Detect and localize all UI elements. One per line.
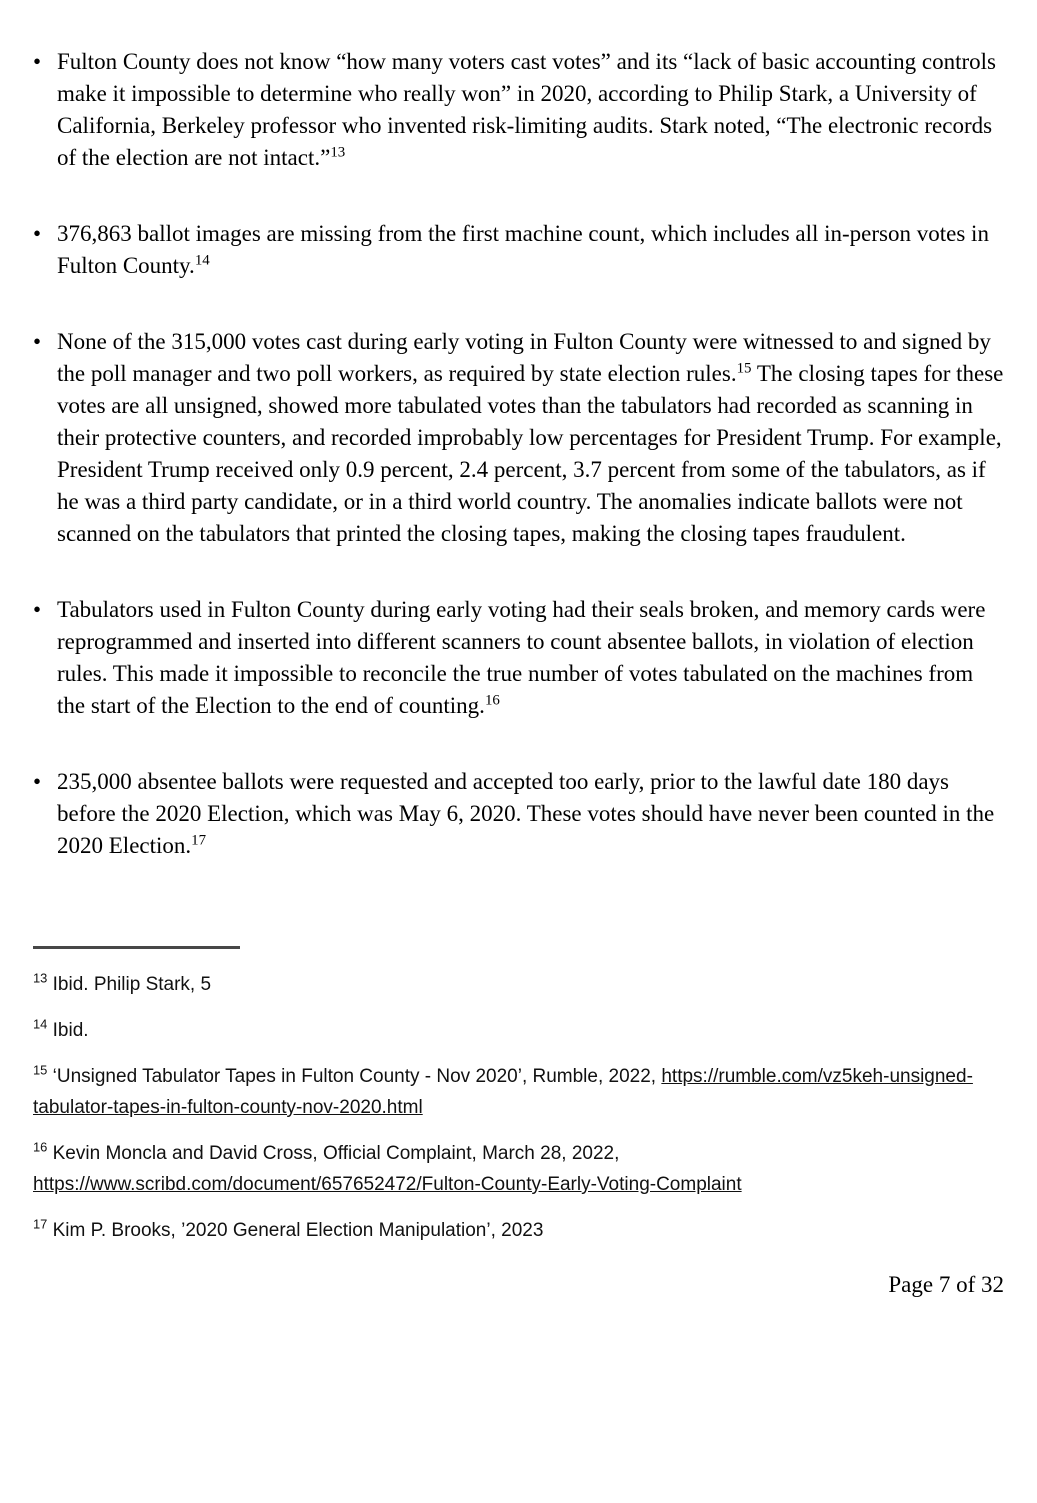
bullet-item [33, 594, 1004, 722]
footnote-ref: 15 [736, 360, 752, 377]
text-run: Tabulators used in Fulton County during early voting had their seals broken, and memory cards were reprogrammed and inserted into different scanners to count absentee ballots, in violation of election rules. This made it impossible to reconcile the true number of votes tabulated on the machines from the start of the Election to the end of counting. [57, 597, 986, 718]
text-run: Fulton County does not know “how many voters cast votes” and its “lack of basic accounting controls make it impossible to determine who really won” in 2020, according to Philip Stark, a University of California, Berkeley professor who invented risk-limiting audits. Stark noted, “The electronic records of the election are not intact.” [57, 49, 996, 170]
text-run: The closing tapes for these votes are all unsigned, showed more tabulated votes than the tabulators had recorded as scanning in their protective counters, and recorded improbably low percentages for President Trump. For example, President Trump received only 0.9 percent, 2.4 percent, 3.7 percent from some of the tabulators, as if he was a third party candidate, or in a third world country. The anomalies indicate ballots were not scanned on the tabulators that printed the closing tapes, making the closing tapes fraudulent. [57, 361, 1004, 546]
page-footer [33, 1270, 1004, 1300]
text-run: 235,000 absentee ballots were requested and accepted too early, prior to the lawful date 180 days before the 2020 Election, which was May 6, 2020. These votes should have never been counted in the 2020 Election. [57, 769, 995, 858]
bullet-icon: • [33, 221, 42, 246]
footnote-item [33, 1061, 1004, 1123]
bullet-list [33, 46, 1004, 862]
footnote-marker: 17 [33, 1216, 48, 1232]
footnote-item [33, 1138, 1004, 1200]
footnote-list [33, 969, 1004, 1246]
footnote-marker: 16 [33, 1139, 48, 1155]
bullet-item [33, 218, 1004, 282]
bullet-icon: • [33, 329, 42, 354]
text-run: Ibid. Philip Stark, 5 [47, 974, 212, 995]
text-run: ‘Unsigned Tabulator Tapes in Fulton County - Nov 2020’, Rumble, 2022, [47, 1066, 662, 1087]
bullet-item [33, 766, 1004, 862]
footnote-ref: 16 [484, 692, 500, 709]
footnote-item [33, 969, 1004, 1000]
footnote-link[interactable]: https://rumble.com/vz5keh-unsigned-tabulator-tapes-in-fulton-county-nov-2020.html [33, 1066, 973, 1118]
text-run: None of the 315,000 votes cast during early voting in Fulton County were witnessed to and signed by the poll manager and two poll workers, as required by state election rules. [57, 329, 991, 386]
footnote-ref: 13 [330, 144, 346, 161]
footnote-item [33, 1015, 1004, 1046]
bullet-icon: • [33, 597, 42, 622]
bullet-icon: • [33, 769, 42, 794]
footnote-ref: 17 [191, 832, 207, 849]
bullet-item [33, 326, 1004, 550]
footnote-link[interactable]: https://www.scribd.com/document/657652472/Fulton-County-Early-Voting-Complaint [33, 1174, 742, 1195]
bullet-icon: • [33, 49, 42, 74]
text-run: Ibid. [47, 1020, 89, 1041]
footnote-ref: 14 [194, 252, 210, 269]
text-run: 376,863 ballot images are missing from the first machine count, which includes all in-person votes in Fulton County. [57, 221, 989, 278]
bullet-item [33, 46, 1004, 174]
page-number: Page 7 of 32 [888, 1272, 1004, 1297]
text-run: Kevin Moncla and David Cross, Official Complaint, March 28, 2022, [47, 1143, 620, 1164]
footnote-item [33, 1215, 1004, 1246]
text-run: Kim P. Brooks, ’2020 General Election Manipulation’, 2023 [47, 1220, 544, 1241]
footnote-separator [33, 946, 240, 949]
footnote-marker: 14 [33, 1016, 48, 1032]
footnote-marker: 13 [33, 970, 48, 986]
footnote-marker: 15 [33, 1062, 48, 1078]
